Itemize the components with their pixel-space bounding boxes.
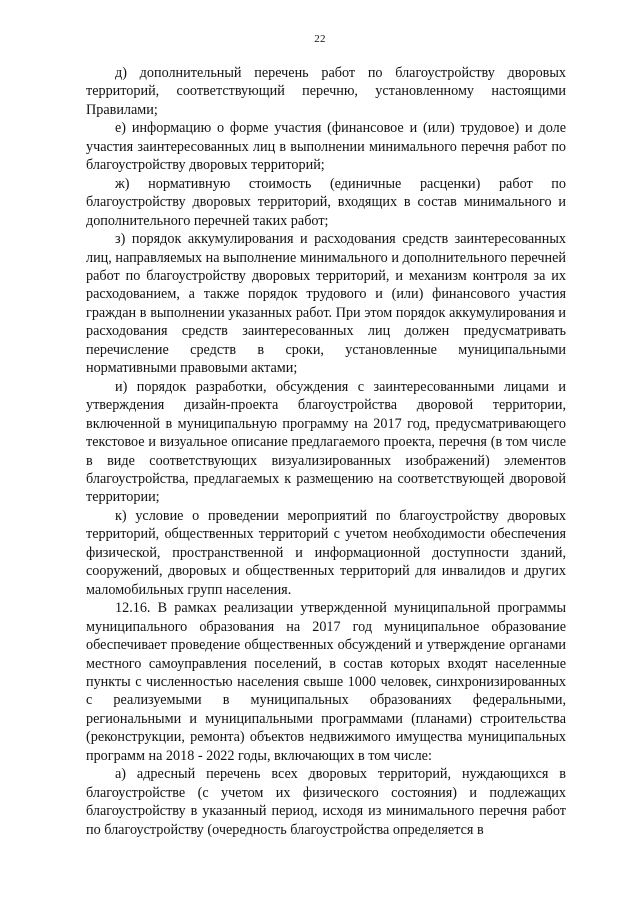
paragraph-i-design-project: и) порядок разработки, обсуждения с заинтересованными лицами и утверждения дизайн-проекта благоустройства дворовой территории, включенной в муниципальную программу на 2017 год, предусматривающего текстовое и визуальное описание предлагаемого проекта, перечня (в том числе в виде соответствующих визуализированных изображений) элементов благоустройства, предлагаемых к размещению на соответствующей дворовой территории;: [86, 378, 566, 506]
paragraph-d-additional-works: д) дополнительный перечень работ по благоустройству дворовых территорий, соответствующий перечню, установленному настоящими Правилами;: [86, 65, 566, 118]
paragraph-12-16: 12.16. В рамках реализации утвержденной муниципальной программы муниципального образования на 2017 год муниципальное образование обеспечивает проведение общественных обсуждений и утверждение органами местного самоуправления поселений, в состав которых входят населенные пункты с численностью населения свыше 1000 человек, синхронизированных с реализуемыми в муниципальных образованиях федеральными, региональными и муниципальными программами (планами) строительства (реконструкции, ремонта) объектов недвижимого имущества муниципальных программ на 2018 - 2022 годы, включающих в том числе:: [86, 600, 566, 764]
paragraph-k-accessibility: к) условие о проведении мероприятий по благоустройству дворовых территорий, общественных территорий с учетом необходимости обеспечения физической, пространственной и информационной доступности зданий, сооружений, дворовых и общественных территорий для инвалидов и других маломобильных групп населения.: [86, 507, 566, 598]
paragraph-e-participation-form: е) информацию о форме участия (финансовое и (или) трудовое) и доле участия заинтересованных лиц в выполнении минимального перечня работ по благоустройству дворовых территорий;: [86, 120, 566, 174]
paragraph-a-address-list: а) адресный перечень всех дворовых территорий, нуждающихся в благоустройстве (с учетом их физического состояния) и подлежащих благоустройству в указанный период, исходя из минимального перечня работ по благоустройству (очередность благоустройства определяется в: [86, 766, 566, 838]
paragraph-zh-standard-cost: ж) нормативную стоимость (единичные расценки) работ по благоустройству дворовых территорий, входящих в состав минимального и дополнительного перечней таких работ;: [86, 175, 566, 229]
page-number: 22: [314, 33, 326, 45]
document-body: [86, 64, 566, 839]
paragraph-z-funds-procedure: з) порядок аккумулирования и расходования средств заинтересованных лиц, направляемых на выполнение минимального и дополнительного перечней работ по благоустройству дворовых территорий, и механизм контроля за их расходованием, а также порядок трудового и (или) финансового участия граждан в выполнении указанных работ. При этом порядок аккумулирования и расходования средств заинтересованных лиц должен предусматривать перечисление средств в сроки, установленные муниципальными нормативными правовыми актами;: [86, 231, 566, 377]
